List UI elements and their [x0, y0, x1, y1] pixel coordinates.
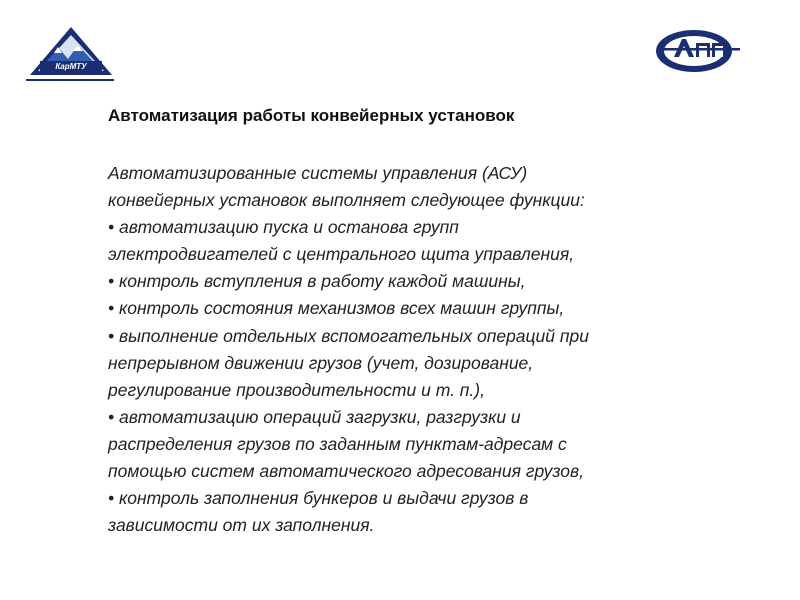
bullet-item: • контроль заполнения бункеров и выдачи грузов в [108, 488, 529, 509]
body-line: электродвигателей с центрального щита управления, [108, 244, 575, 265]
bullet-item: • выполнение отдельных вспомогательных операций при [108, 325, 589, 346]
body-line: помощью систем автоматического адресования грузов, [108, 461, 585, 482]
body-line: распределения грузов по заданным пунктам-адресам с [108, 433, 567, 454]
bullet-item: • контроль вступления в работу каждой машины, [108, 271, 526, 292]
app-logo [652, 27, 742, 75]
slide-title: Автоматизация работы конвейерных установок [108, 106, 515, 125]
body-line: непрерывном движении грузов (учет, дозирование, [108, 352, 534, 373]
karmtu-logo [26, 25, 116, 83]
bullet-item: • автоматизацию пуска и останова групп [108, 217, 459, 238]
svg-text:КарМТУ: КарМТУ [55, 62, 87, 71]
bullet-item: • контроль состояния механизмов всех машин группы, [108, 298, 565, 319]
body-line: Автоматизированные системы управления (АСУ) [108, 163, 528, 183]
body-line: конвейерных установок выполняет следующее функции: [108, 190, 585, 211]
bullet-item: • автоматизацию операций загрузки, разгрузки и [108, 406, 521, 427]
body-line: регулирование производительности и т. п.), [108, 379, 485, 400]
body-text [108, 160, 748, 539]
body-line: зависимости от их заполнения. [108, 515, 375, 536]
